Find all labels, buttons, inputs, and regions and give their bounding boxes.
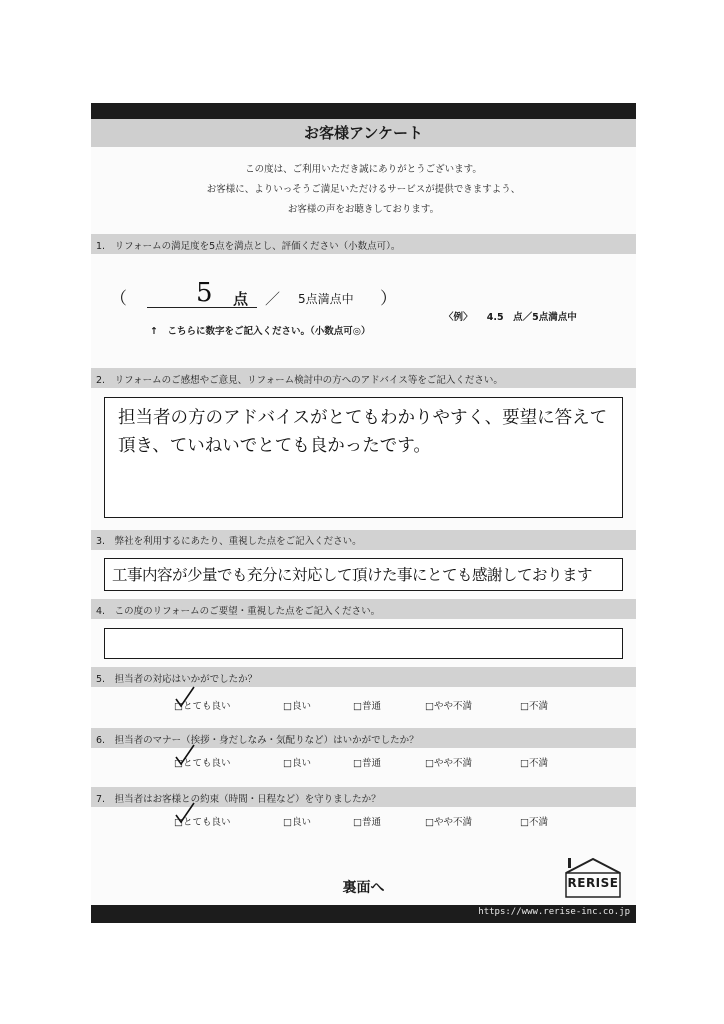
q6-label: 6. 担当者のマナー（挨拶・身だしなみ・気配りなど）はいかがでしたか？ [96,735,419,746]
q4-label: 4. この度のリフォームのご要望・重視した点をご記入ください。 [96,606,381,617]
q5-option-unsatisfied[interactable]: □不満 [520,701,548,712]
back-side-label: 裏面へ [342,880,385,896]
q4-answer-box[interactable] [104,628,623,659]
q1-slash: ／ [265,290,281,308]
q1-close-paren: ） [380,289,397,309]
footer-url[interactable]: https://www.rerise-inc.co.jp [478,907,630,917]
q5-option-very-good[interactable]: □とても良い [174,701,231,712]
q2-answer-line-2: 頂き、ていねいでとても良かったです。 [118,436,431,456]
q7-option-unsatisfied[interactable]: □不満 [520,817,548,828]
q7-option-good[interactable]: □良い [283,817,311,828]
q5-option-slightly-unsatisfied[interactable]: □やや不満 [425,701,472,712]
top-bar [91,103,636,119]
q1-max: 5点満点中 [298,292,354,306]
q7-label: 7. 担当者はお客様との約束（時間・日程など）を守りましたか？ [96,794,381,805]
q1-example: 〈例〉 4.5 点／5点満点中 [444,312,577,323]
survey-title: お客様アンケート [303,124,424,142]
q6-option-good[interactable]: □良い [283,758,311,769]
q1-open-paren: （ [110,289,127,309]
q6-option-average[interactable]: □普通 [353,758,381,769]
q7-option-average[interactable]: □普通 [353,817,381,828]
q1-label: 1. リフォームの満足度を5点を満点とし、評価ください（小数点可）。 [96,241,401,252]
logo-text: RERISE [567,876,619,890]
q6-option-slightly-unsatisfied[interactable]: □やや不満 [425,758,472,769]
q7-option-slightly-unsatisfied[interactable]: □やや不満 [425,817,472,828]
intro-line-3: お客様の声をお聴きしております。 [287,204,440,215]
q1-hint: ↑ こちらに数字をご記入ください。（小数点可◎） [150,326,371,337]
q3-answer: 工事内容が少量でも充分に対応して頂けた事にとても感謝しております [112,566,593,584]
q2-label: 2. リフォームのご感想やご意見、リフォーム検討中の方へのアドバイス等をご記入ください。 [96,375,503,386]
q5-label: 5. 担当者の対応はいかがでしたか？ [96,674,258,685]
q2-answer-line-1: 担当者の方のアドバイスがとてもわかりやすく、要望に答えて [118,408,608,428]
rerise-logo [562,857,624,899]
intro-line-1: この度は、ご利用いただき誠にありがとうございます。 [245,164,482,175]
q6-option-unsatisfied[interactable]: □不満 [520,758,548,769]
q5-option-good[interactable]: □良い [283,701,311,712]
q5-option-average[interactable]: □普通 [353,701,381,712]
q7-option-very-good[interactable]: □とても良い [174,817,231,828]
checkmark-icon [172,684,198,710]
intro-line-2: お客様に、よりいっそうご満足いただけるサービスが提供できますよう、 [206,184,521,195]
q3-label: 3. 弊社を利用するにあたり、重視した点をご記入ください。 [96,536,362,547]
checkmark-icon [172,742,198,768]
q1-score-handwritten[interactable]: 5 [196,278,213,308]
q1-unit: 点 [233,290,249,308]
checkmark-icon [172,800,198,826]
q6-option-very-good[interactable]: □とても良い [174,758,231,769]
